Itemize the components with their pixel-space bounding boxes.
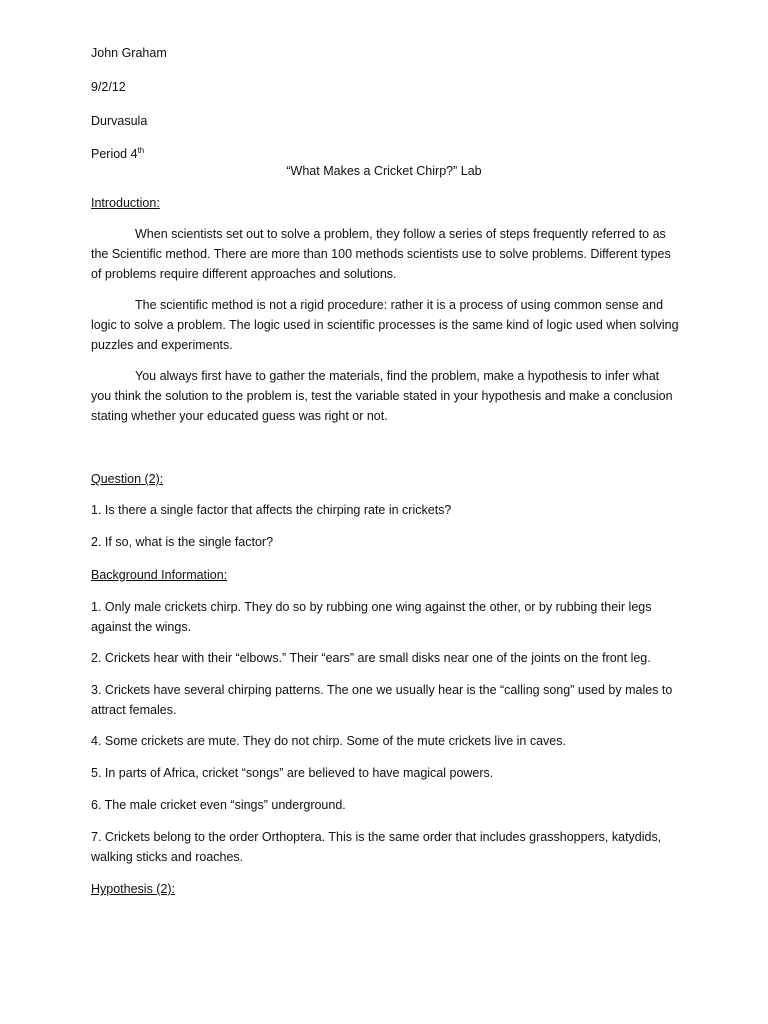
author-name: John Graham <box>91 46 167 60</box>
question-item-1: 1. Is there a single factor that affects the chirping rate in crickets? <box>91 503 452 517</box>
background-item-4: 4. Some crickets are mute. They do not chirp. Some of the mute crickets live in caves. <box>91 734 566 748</box>
hypothesis-heading: Hypothesis (2): <box>91 882 176 896</box>
document-title: “What Makes a Cricket Chirp?” Lab <box>286 164 482 178</box>
question-item-2: 2. If so, what is the single factor? <box>91 535 274 549</box>
background-item-1: 1. Only male crickets chirp. They do so by rubbing one wing against the other, or by rubbing their legs against the wings. <box>91 600 652 634</box>
background-item-6: 6. The male cricket even “sings” underground. <box>91 798 346 812</box>
period-text: Period 4 <box>91 147 138 161</box>
background-item-5: 5. In parts of Africa, cricket “songs” are believed to have magical powers. <box>91 766 494 780</box>
background-item-7: 7. Crickets belong to the order Orthoptera. This is the same order that includes grasshoppers, katydids, walking sticks and roaches. <box>91 830 662 864</box>
teacher-name: Durvasula <box>91 114 148 128</box>
question-heading: Question (2): <box>91 472 164 486</box>
intro-paragraph-3: You always first have to gather the materials, find the problem, make a hypothesis to infer what you think the solution to the problem is, test the variable stated in your hypothesis and make a conclusion stating whether your educated guess was right or not. <box>91 369 673 423</box>
introduction-heading: Introduction: <box>91 196 160 210</box>
date: 9/2/12 <box>91 80 126 94</box>
background-item-3: 3. Crickets have several chirping patterns. The one we usually hear is the “calling song” used by males to attract females. <box>91 683 673 717</box>
period-superscript: th <box>137 145 145 155</box>
background-heading: Background Information: <box>91 568 228 582</box>
background-item-2: 2. Crickets hear with their “elbows.” Their “ears” are small disks near one of the joints on the front leg. <box>91 651 651 665</box>
intro-paragraph-2: The scientific method is not a rigid procedure: rather it is a process of using common sense and logic to solve a problem. The logic used in scientific processes is the same kind of logic used when solving puzzles and experiments. <box>91 298 679 352</box>
intro-paragraph-1: When scientists set out to solve a problem, they follow a series of steps frequently referred to as the Scientific method. There are more than 100 methods scientists use to solve problems. Different types of problems require different approaches and solutions. <box>91 227 671 281</box>
